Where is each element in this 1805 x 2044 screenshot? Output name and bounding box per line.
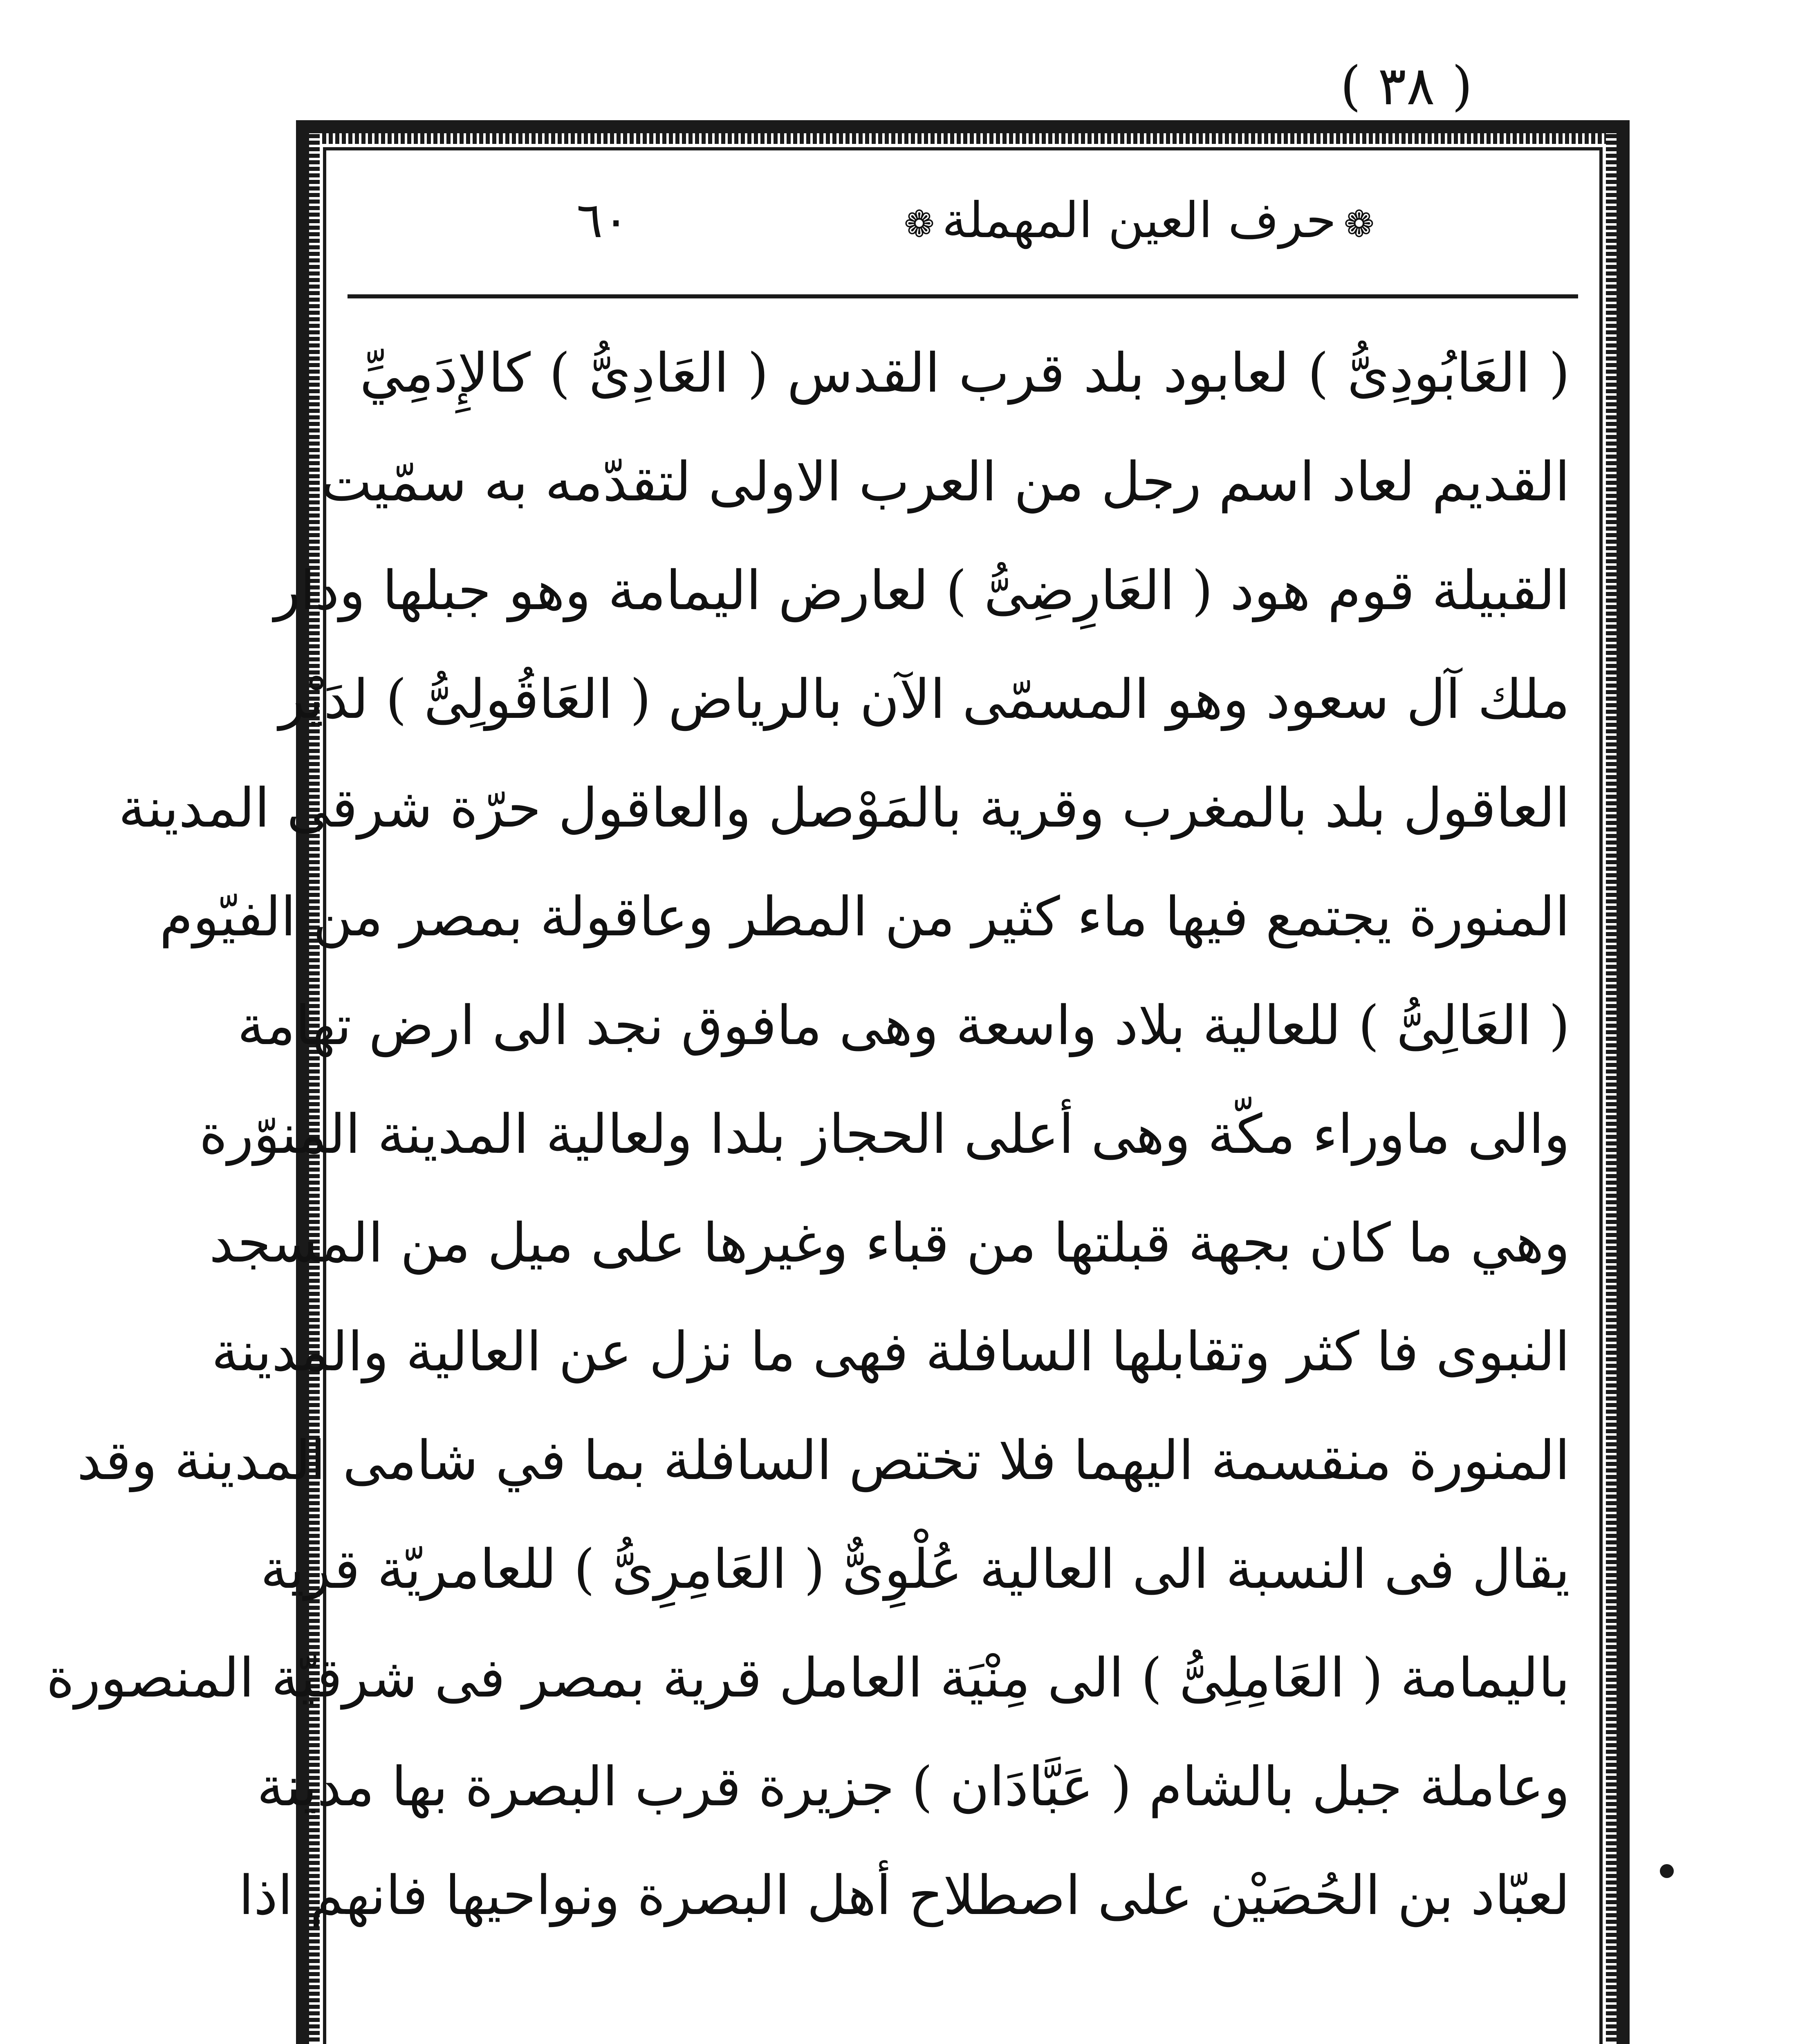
text-line: باليمامة ( العَامِلِىُّ ) الى مِنْيَة العامل قرية بمصر فى شرقيّة المنصورة xyxy=(46,1647,1570,1710)
flower-ornament-icon: ❁ xyxy=(1343,202,1374,246)
text-line: يقال فى النسبة الى العالية عُلْوِىٌّ ( العَامِرِىُّ ) للعامريّة قرية xyxy=(260,1538,1570,1601)
page-frame-hatch-right xyxy=(1606,133,1617,2044)
margin-ink-dot xyxy=(1660,1864,1674,1878)
text-line: لعبّاد بن الحُصَيْن على اصطلاح أهل البصرة ونواحيها فانهم اذا xyxy=(238,1864,1570,1927)
text-line: والى ماوراء مكّة وهى أعلى الحجاز بلدا ولعالية المدينة المنوّرة xyxy=(199,1103,1570,1166)
flower-ornament-icon: ❁ xyxy=(904,202,935,246)
page-frame-hatch-top xyxy=(309,133,1617,144)
page-header xyxy=(348,172,1578,278)
text-line: القديم لعاد اسم رجل من العرب الاولى لتقدّمه به سمّيت xyxy=(321,450,1570,513)
text-line: النبوى فا كثر وتقابلها السافلة فهى ما نزل عن العالية والمدينة xyxy=(211,1320,1570,1383)
header-rule xyxy=(348,294,1578,298)
text-line: المنورة منقسمة اليهما فلا تختص السافلة بما في شامى المدينة وقد xyxy=(77,1429,1570,1492)
text-line: المنورة يجتمع فيها ماء كثير من المطر وعاقولة بمصر من الفيّوم xyxy=(159,885,1570,948)
section-title: حرف العين المهملة xyxy=(942,192,1336,249)
text-line: ( العَالِىُّ ) للعالية بلاد واسعة وهى مافوق نجد الى ارض تهامة xyxy=(237,994,1570,1057)
text-line: وهي ما كان بجهة قبلتها من قباء وغيرها على ميل من المسجد xyxy=(209,1212,1570,1275)
top-page-number: ( ٣٨ ) xyxy=(1340,55,1473,117)
text-line: وعاملة جبل بالشام ( عَبَّادَان ) جزيرة قرب البصرة بها مدينة xyxy=(257,1755,1570,1818)
text-line: ملك آل سعود وهو المسمّى الآن بالرياض ( العَاقُولِىُّ ) لدَيْر xyxy=(279,668,1570,731)
text-line: العاقول بلد بالمغرب وقرية بالمَوْصل والعاقول حرّة شرقى المدينة xyxy=(118,777,1570,840)
header-page-number: ٦٠ xyxy=(576,192,629,249)
header-title-group xyxy=(897,188,1382,257)
text-line: ( العَابُودِىُّ ) لعابود بلد قرب القدس ( العَادِىُّ ) كالإِدَمِيِّ xyxy=(360,342,1570,405)
text-line: القبيلة قوم هود ( العَارِضِىُّ ) لعارض اليمامة وهو جبلها ودار xyxy=(274,559,1570,622)
body-text xyxy=(46,319,1570,2044)
